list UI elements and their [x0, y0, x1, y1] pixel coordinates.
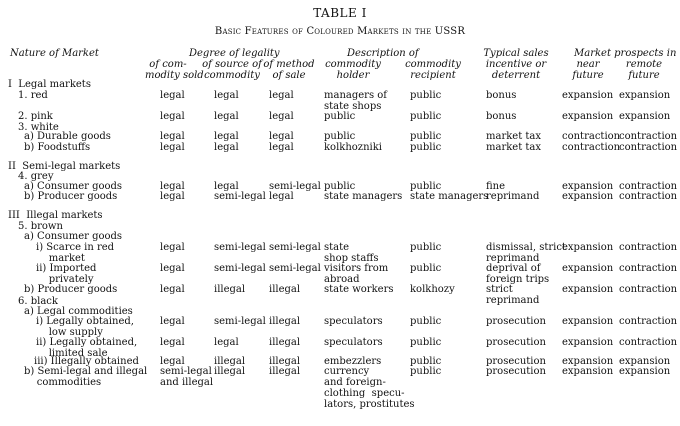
cell-legality-commodity-sold: legal	[160, 111, 185, 122]
cell-prospect-remote: contraction	[619, 263, 678, 274]
header-remote-future: remote future	[625, 59, 663, 81]
header-typical-sales: Typical sales incentive or deterrent	[483, 48, 549, 81]
cell-commodity-holder: managers of state shops	[324, 90, 387, 112]
header-commodity-sold-1: of com-	[149, 59, 187, 70]
row-label: b) Producer goods	[24, 284, 118, 295]
row-label: II Semi-legal markets	[8, 161, 121, 172]
row-label: iii) Illegally obtained	[34, 356, 139, 367]
cell-commodity-holder: speculators	[324, 337, 383, 348]
cell-legality-source: semi-legal	[214, 191, 266, 202]
cell-legality-commodity-sold: legal	[160, 284, 185, 295]
cell-sales-incentive: prosecution	[486, 366, 546, 377]
cell-legality-commodity-sold: legal	[160, 131, 185, 142]
row-label: 3. white	[18, 122, 59, 133]
row-label: a) Consumer goods	[24, 181, 123, 192]
cell-legality-commodity-sold: legal	[160, 191, 185, 202]
cell-legality-commodity-sold: legal	[160, 242, 185, 253]
cell-legality-source: legal	[214, 111, 239, 122]
cell-legality-source: semi-legal	[214, 316, 266, 327]
cell-prospect-near: expansion	[562, 263, 614, 274]
row-label: b) Producer goods	[24, 191, 118, 202]
cell-commodity-holder: public	[324, 111, 356, 122]
header-method-2: of sale	[272, 70, 306, 81]
cell-prospect-near: expansion	[562, 337, 614, 348]
cell-prospect-near: expansion	[562, 181, 614, 192]
cell-sales-incentive: prosecution	[486, 337, 546, 348]
cell-legality-commodity-sold: legal	[160, 337, 185, 348]
cell-commodity-recipient: public	[410, 111, 442, 122]
row-label: b) Foodstuffs	[24, 142, 91, 153]
cell-prospect-remote: contraction	[619, 316, 678, 327]
cell-legality-commodity-sold: semi-legal and illegal	[160, 366, 214, 388]
cell-prospect-remote: contraction	[619, 242, 678, 253]
header-near-future: near future	[572, 59, 604, 81]
cell-legality-method: illegal	[269, 366, 301, 377]
cell-commodity-holder: public	[324, 181, 356, 192]
cell-prospect-remote: contraction	[619, 284, 678, 295]
cell-legality-method: illegal	[269, 337, 301, 348]
cell-legality-source: illegal	[214, 284, 246, 295]
cell-legality-source: legal	[214, 142, 239, 153]
row-label: 6. black	[18, 296, 58, 307]
cell-legality-commodity-sold: legal	[160, 90, 185, 101]
cell-sales-incentive: market tax	[486, 131, 542, 142]
table-caption: TABLE I	[313, 6, 367, 20]
cell-commodity-holder: kolkhozniki	[324, 142, 382, 153]
cell-prospect-near: contraction	[562, 131, 621, 142]
cell-legality-method: semi-legal	[269, 263, 321, 274]
cell-commodity-holder: visitors from abroad	[324, 263, 389, 285]
header-commodity-recipient: commodity recipient	[405, 59, 461, 81]
header-degree-group: Degree of legality	[189, 48, 280, 59]
row-label: I Legal markets	[8, 79, 91, 90]
cell-prospect-remote: contraction	[619, 142, 678, 153]
header-description-group: Description of	[347, 48, 419, 59]
header-source-2: commodity	[204, 70, 260, 81]
row-label: ii) Imported privately	[36, 263, 97, 285]
cell-legality-method: legal	[269, 142, 294, 153]
cell-commodity-recipient: public	[410, 142, 442, 153]
cell-prospect-remote: contraction	[619, 191, 678, 202]
cell-prospect-near: contraction	[562, 142, 621, 153]
row-label: i) Legally obtained, low supply	[36, 316, 134, 338]
cell-prospect-remote: contraction	[619, 337, 678, 348]
cell-commodity-holder: state workers	[324, 284, 394, 295]
row-label: b) Semi-legal and illegal commodities	[24, 366, 148, 388]
cell-legality-source: legal	[214, 181, 239, 192]
cell-legality-commodity-sold: legal	[160, 356, 185, 367]
cell-legality-source: legal	[214, 337, 239, 348]
cell-sales-incentive: strict reprimand	[486, 284, 540, 306]
cell-sales-incentive: dismissal, strict reprimand	[486, 242, 566, 264]
cell-prospect-remote: expansion	[619, 366, 671, 377]
cell-legality-method: legal	[269, 131, 294, 142]
cell-sales-incentive: market tax	[486, 142, 542, 153]
cell-commodity-recipient: public	[410, 337, 442, 348]
cell-commodity-recipient: public	[410, 131, 442, 142]
cell-sales-incentive: reprimand	[486, 191, 540, 202]
cell-sales-incentive: prosecution	[486, 356, 546, 367]
cell-prospect-near: expansion	[562, 90, 614, 101]
cell-commodity-holder: embezzlers	[324, 356, 382, 367]
header-nature: Nature of Market	[10, 48, 99, 59]
cell-commodity-recipient: public	[410, 316, 442, 327]
cell-legality-source: illegal	[214, 366, 246, 377]
cell-legality-source: legal	[214, 131, 239, 142]
cell-prospect-near: expansion	[562, 191, 614, 202]
row-label: 4. grey	[18, 171, 54, 182]
cell-sales-incentive: bonus	[486, 90, 517, 101]
row-label: i) Scarce in red market	[36, 242, 115, 264]
cell-prospect-remote: expansion	[619, 356, 671, 367]
cell-prospect-remote: contraction	[619, 181, 678, 192]
header-method-1: of method	[263, 59, 315, 70]
cell-legality-method: illegal	[269, 316, 301, 327]
header-commodity-sold-2: modity sold	[145, 70, 204, 81]
cell-legality-source: legal	[214, 90, 239, 101]
cell-prospect-near: expansion	[562, 111, 614, 122]
cell-commodity-recipient: state managers	[410, 191, 489, 202]
row-label: 5. brown	[18, 221, 63, 232]
cell-prospect-near: expansion	[562, 356, 614, 367]
cell-legality-method: illegal	[269, 284, 301, 295]
cell-commodity-recipient: public	[410, 356, 442, 367]
cell-prospect-remote: expansion	[619, 111, 671, 122]
cell-commodity-holder: state managers	[324, 191, 403, 202]
cell-legality-commodity-sold: legal	[160, 316, 185, 327]
cell-legality-source: semi-legal	[214, 242, 266, 253]
cell-prospect-near: expansion	[562, 316, 614, 327]
row-label: III Illegal markets	[8, 210, 103, 221]
cell-prospect-near: expansion	[562, 242, 614, 253]
header-prospects-group: Market prospects in	[574, 48, 677, 59]
cell-prospect-near: expansion	[562, 366, 614, 377]
cell-legality-source: semi-legal	[214, 263, 266, 274]
cell-sales-incentive: prosecution	[486, 316, 546, 327]
row-label: a) Consumer goods	[24, 231, 123, 242]
cell-legality-source: illegal	[214, 356, 246, 367]
table-subtitle: Basic Features of Coloured Markets in the USSR	[214, 26, 466, 37]
cell-commodity-recipient: public	[410, 263, 442, 274]
cell-legality-commodity-sold: legal	[160, 181, 185, 192]
cell-commodity-recipient: public	[410, 181, 442, 192]
cell-commodity-recipient: kolkhozy	[410, 284, 455, 295]
cell-sales-incentive: bonus	[486, 111, 517, 122]
cell-legality-commodity-sold: legal	[160, 263, 185, 274]
header-commodity-holder: commodity holder	[325, 59, 381, 81]
row-label: 2. pink	[18, 111, 53, 122]
cell-commodity-holder: state shop staffs	[324, 242, 379, 264]
row-label: a) Legal commodities	[24, 306, 133, 317]
cell-legality-method: illegal	[269, 356, 301, 367]
row-label: ii) Legally obtained, limited sale	[36, 337, 138, 359]
cell-legality-commodity-sold: legal	[160, 142, 185, 153]
cell-prospect-remote: contraction	[619, 131, 678, 142]
cell-commodity-holder: speculators	[324, 316, 383, 327]
cell-prospect-remote: expansion	[619, 90, 671, 101]
row-label: 1. red	[18, 90, 48, 101]
cell-commodity-holder: public	[324, 131, 356, 142]
cell-prospect-near: expansion	[562, 284, 614, 295]
header-source-1: of source of	[202, 59, 262, 70]
cell-legality-method: legal	[269, 191, 294, 202]
cell-legality-method: semi-legal	[269, 242, 321, 253]
cell-legality-method: legal	[269, 90, 294, 101]
cell-commodity-recipient: public	[410, 242, 442, 253]
cell-sales-incentive: fine	[486, 181, 506, 192]
row-label: a) Durable goods	[24, 131, 111, 142]
cell-commodity-holder: currency and foreign- clothing specu- lators, prostitutes	[324, 366, 415, 410]
cell-sales-incentive: deprival of foreign trips	[486, 263, 550, 285]
cell-legality-method: legal	[269, 111, 294, 122]
cell-commodity-recipient: public	[410, 90, 442, 101]
cell-legality-method: semi-legal	[269, 181, 321, 192]
cell-commodity-recipient: public	[410, 366, 442, 377]
